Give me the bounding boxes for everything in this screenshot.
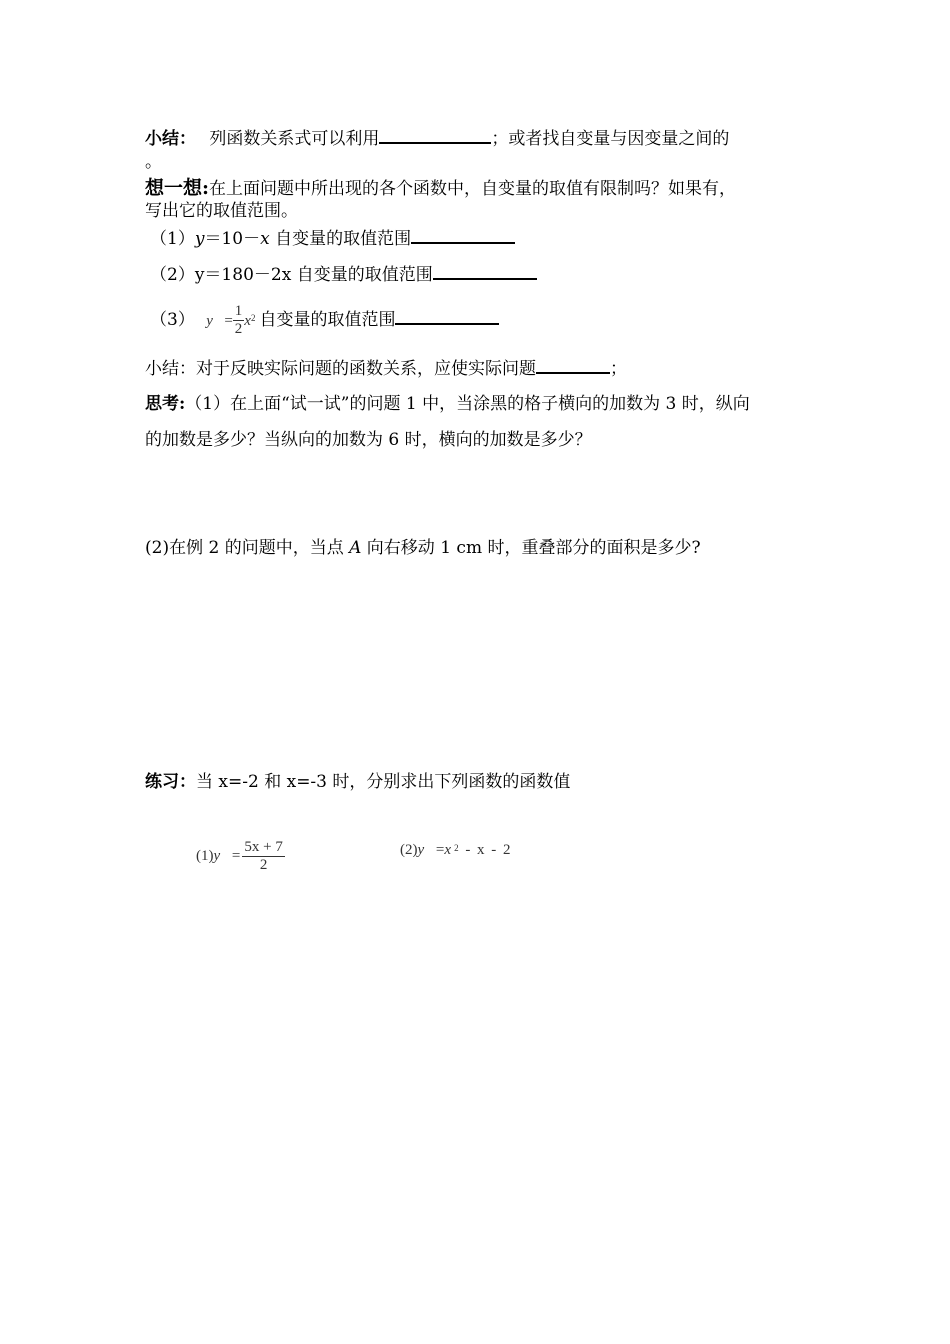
think-item-1: （1）y＝10－x 自变量的取值范围 xyxy=(150,226,515,251)
think-blank-1[interactable] xyxy=(411,226,515,244)
reflect-label: 思考: xyxy=(145,394,186,414)
fraction-5x-plus-7-over-2: $\frac{5x + 7}{2}$ xyxy=(244,839,283,874)
think-label: 想一想: xyxy=(145,177,210,199)
practice-formula-1: (1)y = $\frac{5x + 7}{2}$ xyxy=(196,839,283,874)
practice-label: 练习： xyxy=(145,772,196,792)
think-line-2: 写出它的取值范围。 xyxy=(145,201,298,221)
summary-label: 小结： xyxy=(145,129,196,149)
practice-formula-2: (2)y =x $^2$ - x - 2 xyxy=(400,842,511,858)
think-line-1 xyxy=(145,176,736,201)
reflect-line-2: 的加数是多少？当纵向的加数为 6 时，横向的加数是多少？ xyxy=(145,430,592,450)
reflect-question-2: (2)在例 2 的问题中，当点 A 向右移动 1 cm 时，重叠部分的面积是多少? xyxy=(145,538,701,558)
summary-text-b: ；或者找自变量与因变量之间的 xyxy=(491,129,730,149)
think-item-2: （2）y＝180－2x 自变量的取值范围 xyxy=(150,262,537,287)
summary-line-1-end: 。 xyxy=(145,152,162,172)
think-blank-3[interactable] xyxy=(395,307,499,325)
summary-line-1 xyxy=(145,126,729,151)
think-intro-a: 在上面问题中所出现的各个函数中，自变量的取值有限制吗？如果有， xyxy=(209,179,737,199)
fraction-one-half: $\frac{1}{2}$ xyxy=(234,303,243,337)
reflect-line-1: 思考:（1）在上面“试一试”的问题 1 中，当涂黑的格子横向的加数为 3 时，纵向 xyxy=(145,394,750,414)
think-item-3: （3） y = $\frac{1}{2}$ $x^2$ 自变量的取值范围 xyxy=(150,300,499,341)
think-blank-2[interactable] xyxy=(433,262,537,280)
summary-blank-2[interactable] xyxy=(536,356,610,374)
summary-line-2: 小结：对于反映实际问题的函数关系，应使实际问题 ； xyxy=(145,356,627,381)
summary-blank-1[interactable] xyxy=(379,126,491,144)
summary-text-a: 列函数关系式可以利用 xyxy=(209,129,380,149)
practice-line: 练习：当 x=-2 和 x=-3 时，分别求出下列函数的函数值 xyxy=(145,772,571,792)
